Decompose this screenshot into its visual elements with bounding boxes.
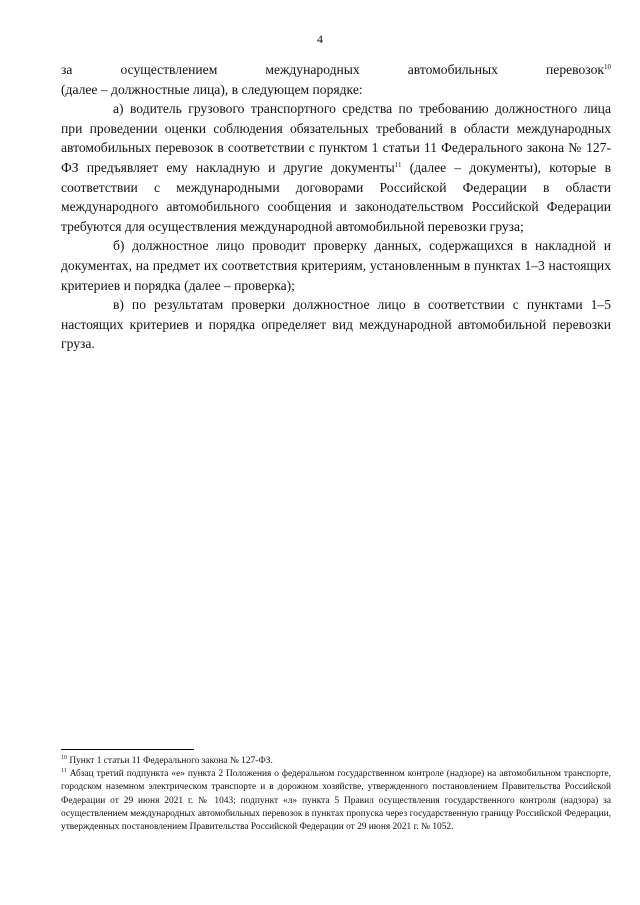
item-a-text-part2: (далее – документы), которые в соответствии с международными договорами Российской Федерации в области международного автомобильного сообщения и законодательством Российской Федерации требуются для осуществления международной автомобильной перевозки груза; [61,159,611,234]
footnote-separator [61,749,194,750]
footnote-11 [61,768,611,834]
page-number: 4 [317,32,323,46]
footnote-10 [61,755,611,768]
footnotes [61,755,611,834]
item-a-paragraph [61,99,611,236]
footnote-marker: 11 [61,768,67,775]
footnote-ref-10[interactable]: 10 [603,63,611,71]
footnote-text: Абзац третий подпункта «е» пункта 2 Положения о федеральном государственном контроле (надзоре) на автомобильном транспорте, городском наземном электрическом транспорте и в дорожном хозяйстве, утвержденного постановлением Правительства Российской Федерации от 29 июня 2021 г. № 1043; подпункт «л» пункта 5 Правил осуществления государственного контроля (надзора) за осуществлением международных автомобильных перевозок в пунктах пропуска через государственную границу Российской Федерации, утвержденных постановлением Правительства Российской Федерации от 29 июня 2021 г. № 1052. [61,769,611,833]
footnote-text: Пункт 1 статьи 11 Федерального закона № 127-ФЗ. [67,756,273,766]
item-b-paragraph: б) должностное лицо проводит проверку данных, содержащихся в накладной и документах, на предмет их соответствия критериям, установленным в пунктах 1–3 настоящих критериев и порядка (далее – проверка); [61,238,611,293]
intro-word: международных [265,62,360,77]
footnote-marker: 10 [61,755,67,761]
intro-word: осуществлением [120,62,218,77]
intro-second-line: (далее – должностные лица), в следующем порядке: [61,81,363,97]
intro-first-line [61,60,611,80]
intro-word: автомобильных [407,62,498,77]
item-c-paragraph: в) по результатам проверки должностное лицо в соответствии с пунктами 1–5 настоящих критериев и порядка определяет вид международной автомобильной перевозки груза. [61,297,611,352]
item-a-text-part1: а) водитель грузового транспортного средства по требованию должностного лица при проведении оценки соблюдения обязательных требований в области международных автомобильных перевозок в соответствии с пунктом 1 статьи 11 Федерального закона № 127-ФЗ предъявляет ему накладную и другие документы [61,101,611,175]
intro-word-last: перевозок$^{10}$ [546,62,611,77]
document-body [61,60,611,354]
footnote-ref-11[interactable]: 11 [394,160,402,169]
intro-word: за [61,62,73,77]
